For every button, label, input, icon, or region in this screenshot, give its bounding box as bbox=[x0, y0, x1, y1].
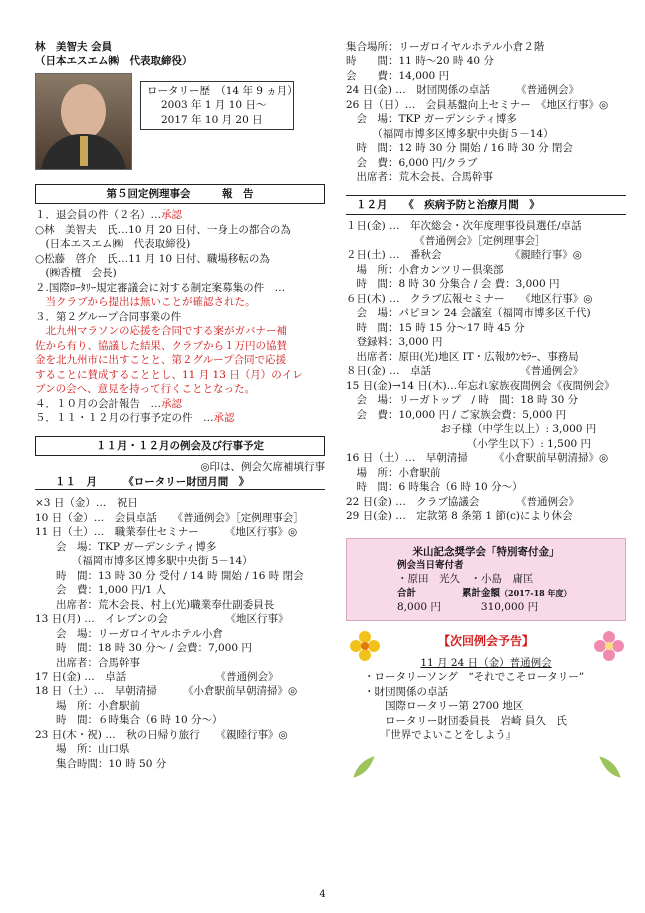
schedule-line bbox=[35, 208, 325, 222]
schedule-line: 会 場：リーガトップ / 時 間：18 時 30 分 bbox=[346, 394, 579, 407]
schedule-line: 時 間：12 時 30 分 開始 / 16 時 30 分 閉会 bbox=[346, 142, 573, 155]
line-highlight: 承認 bbox=[161, 397, 182, 410]
schedule-line: お子様（中学生以上）: 3,000 円 bbox=[346, 423, 597, 436]
line-highlight: することに賛成することとし、11 月 13 日（月）のイレ bbox=[35, 368, 303, 381]
schedule-line: 出席者：荒木会長、村上(光)職業奉仕副委員長 bbox=[35, 598, 275, 611]
schedule-line bbox=[35, 295, 325, 309]
schedule-line bbox=[35, 223, 325, 237]
line-text: ２.国際ﾛｰﾀﾘｰ規定審議会に対する制定案募集の件 … bbox=[35, 281, 286, 294]
schedule-line bbox=[35, 368, 325, 382]
rotary-history-to: 2017 年 10 月 20 日 bbox=[161, 113, 263, 126]
page-number: 4 bbox=[319, 889, 326, 900]
schedule-line: ８日(金) … 卓話 《普通例会》 bbox=[346, 365, 584, 378]
schedule-line: 24 日(金) … 財団関係の卓話 《普通例会》 bbox=[346, 84, 579, 97]
schedule-line: 10 日（金）… 会員卓話 《普通例会》［定例理事会］ bbox=[35, 511, 304, 524]
leaf-icon bbox=[596, 753, 624, 781]
schedule-line: 時 間：11 時～20 時 40 分 bbox=[346, 55, 494, 68]
schedule-line: ×3 日（金）… 祝日 bbox=[35, 497, 138, 510]
schedule-line bbox=[35, 281, 325, 295]
schedule-line bbox=[35, 397, 325, 411]
schedule-line: 時 間：15 時 15 分～17 時 45 分 bbox=[346, 321, 525, 334]
schedule-line: 会 費：1,000 円/1 人 bbox=[35, 584, 166, 597]
schedule-line bbox=[35, 411, 325, 425]
schedule-line: 時 間：8 時 30 分集合 / 会 費：3,000 円 bbox=[346, 278, 560, 291]
schedule-line: 22 日(金) … クラブ協議会 《普通例会》 bbox=[346, 495, 579, 508]
next-meeting-date: 11 月 24 日（金）普通例会 bbox=[420, 656, 552, 669]
line-highlight: 金を北九州市に出すことと、第２グループ合同で応援 bbox=[35, 354, 287, 367]
schedule-line bbox=[35, 252, 325, 266]
schedule-line: 16 日（土）… 早朝清掃 《小倉駅前早朝清掃》◎ bbox=[346, 452, 609, 465]
yoneyama-donors: ・原田 光久 ・小島 庸匡 bbox=[397, 573, 534, 586]
schedule-line: 集合場所：リーガロイヤルホテル小倉２階 bbox=[346, 41, 545, 53]
next-meeting-block bbox=[346, 633, 626, 742]
rotary-history-box bbox=[132, 73, 298, 170]
schedule-line: 出席者：合馬幹事 bbox=[35, 656, 140, 669]
flower-icon bbox=[592, 629, 626, 663]
yoneyama-cumulative: 310,000 円 bbox=[480, 600, 539, 613]
schedule-line: 会 場：リーガロイヤルホテル小倉 bbox=[35, 627, 223, 640]
schedule-line: 出席者：荒木会長、合馬幹事 bbox=[346, 171, 493, 184]
schedule-line: 時 間：6 時集合（6 時 10 分～） bbox=[346, 481, 523, 494]
line-text: ４．１０月の会計報告 … bbox=[35, 397, 161, 410]
schedule-line: （小学生以下）: 1,500 円 bbox=[346, 437, 592, 450]
schedule-line bbox=[35, 353, 325, 367]
yoneyama-title: 米山記念奨学会「特別寄付金」 bbox=[412, 545, 560, 558]
schedule-line: １日(金) … 年次総会・次年度理事役員選任/卓話 bbox=[346, 220, 582, 233]
schedule-line: 場 所：小倉駅前 bbox=[346, 466, 441, 479]
line-text: ３．第２グループ合同事業の件 bbox=[35, 310, 182, 323]
line-highlight: 承認 bbox=[161, 209, 182, 222]
schedule-line: ・財団関係の卓話 bbox=[364, 685, 448, 698]
schedule-line: （福岡市博多区博多駅中央街 5－14） bbox=[35, 555, 253, 568]
yoneyama-subtitle: 例会当日寄付者 bbox=[397, 559, 464, 571]
schedule-line: 集合時間：10 時 50 分 bbox=[35, 757, 167, 770]
flower-icon bbox=[348, 629, 382, 663]
schedule-line bbox=[35, 237, 325, 251]
schedule-line bbox=[35, 266, 325, 280]
line-text: ５．１１・１２月の行事予定の件 … bbox=[35, 412, 214, 425]
schedule-line: 登録料：3,000 円 bbox=[346, 336, 443, 349]
schedule-line: 出席者：原田(光)地区 IT・広報ｶｳﾝｾﾗｰ、事務局 bbox=[346, 350, 579, 363]
yoneyama-label-row bbox=[357, 587, 615, 600]
schedule-line: 15 日(金)→14 日(木)…年忘れ家族夜間例会《夜間例会》 bbox=[346, 379, 615, 392]
schedule-line: 場 所：小倉カンツリー倶楽部 bbox=[346, 263, 504, 276]
schedule-line: ２日(土) … 番秋会 《親睦行事》◎ bbox=[346, 249, 582, 262]
yoneyama-cumulative-label: 累計金額 bbox=[462, 587, 501, 599]
december-heading: １２月 《 疾病予防と治療月間 》 bbox=[346, 195, 626, 215]
schedule-line bbox=[35, 339, 325, 353]
schedule-line bbox=[35, 310, 325, 324]
december-schedule bbox=[346, 219, 626, 523]
schedule-line: ６日(木) … クラブ広報セミナー 《地区行事》◎ bbox=[346, 292, 593, 305]
schedule-line bbox=[35, 324, 325, 338]
line-highlight: ブンの会へ、意見を持って行くこととなった。 bbox=[35, 383, 256, 396]
rotary-history-from: 2003 年 1 月 10 日～ bbox=[161, 99, 267, 112]
schedule-line: 時 間：13 時 30 分 受付 / 14 時 開始 / 16 時 閉会 bbox=[35, 569, 304, 582]
board-report-heading: 第５回定例理事会 報 告 bbox=[35, 184, 325, 204]
schedule-line: 『世界でよいことをしよう』 bbox=[364, 729, 517, 742]
schedule-line: 国際ロータリー第 2700 地区 bbox=[364, 700, 524, 713]
schedule-line: 会 場：TKP ガーデンシティ博多 bbox=[35, 540, 217, 553]
schedule-line: 13 日(月) … イレブンの会 《地区行事》 bbox=[35, 613, 289, 626]
november-heading: １１ 月 《ロータリー財団月間 》 bbox=[35, 475, 325, 490]
yoneyama-total-label: 合計 bbox=[397, 587, 417, 599]
line-text: ○松藤 啓介 氏…11 月 10 日付、職場移転の為 bbox=[35, 252, 270, 265]
november-schedule-continued bbox=[346, 40, 626, 185]
line-text: (日本エスエム㈱ 代表取締役) bbox=[35, 238, 191, 251]
line-text: ○林 美智夫 氏…10 月 20 日付、一身上の都合の為 bbox=[35, 223, 291, 236]
yoneyama-value-row bbox=[357, 600, 615, 614]
schedule-line: 会 場：パピヨン 24 会議室（福岡市博多区千代) bbox=[346, 307, 591, 320]
schedule-line: 会 費：10,000 円 / ご家族会費：5,000 円 bbox=[346, 408, 567, 421]
yoneyama-total: 8,000 円 bbox=[397, 600, 441, 613]
line-highlight: 当クラブから提出は無いことが確認された。 bbox=[35, 296, 256, 309]
schedule-line: 時 間：６時集合（6 時 10 分～） bbox=[35, 714, 223, 727]
schedule-line: 場 所：小倉駅前 bbox=[35, 699, 140, 712]
schedule-line: 会 費：14,000 円 bbox=[346, 69, 450, 82]
line-highlight: 佐から有り、協議した結果、クラブから１万円の協賛 bbox=[35, 339, 287, 352]
left-column bbox=[35, 40, 325, 771]
next-meeting-program bbox=[346, 670, 626, 742]
leaf-icon bbox=[350, 753, 378, 781]
next-meeting-title: 【次回例会予告】 bbox=[437, 634, 534, 649]
line-highlight: 承認 bbox=[213, 412, 235, 425]
rotary-history-title: ロータリー歴 （14 年 9 ヵ月） bbox=[147, 84, 298, 97]
schedule-line: 場 所：山口県 bbox=[35, 743, 130, 756]
schedule-line: 《普通例会》［定例理事会］ bbox=[346, 234, 546, 247]
yoneyama-box bbox=[346, 538, 626, 622]
schedule-line bbox=[35, 382, 325, 396]
member-company: （日本エスエム㈱ 代表取締役） bbox=[35, 55, 193, 68]
schedule-line: 時 間：18 時 30 分～ / 会費：7,000 円 bbox=[35, 642, 252, 655]
schedule-line: 23 日(木・祝) … 秋の日帰り旅行 《親睦行事》◎ bbox=[35, 728, 288, 741]
member-photo bbox=[35, 73, 132, 170]
schedule-line: 会 費：6,000 円/クラブ bbox=[346, 156, 478, 169]
schedule-line: 17 日(金) … 卓話 《普通例会》 bbox=[35, 670, 279, 683]
schedule-line: 会 場：TKP ガーデンシティ博多 bbox=[346, 113, 517, 126]
schedule-line: （福岡市博多区博多駅中央街５－14） bbox=[346, 127, 554, 140]
november-schedule bbox=[35, 496, 325, 771]
schedule-line: 26 日（日）… 会員基盤向上セミナー 《地区行事》◎ bbox=[346, 98, 609, 111]
schedule-line: 11 日（土）… 職業奉仕セミナー 《地区行事》◎ bbox=[35, 526, 298, 539]
member-name: 林 美智夫 会員 bbox=[35, 41, 113, 53]
schedule-line: ロータリー財団委員長 岩崎 員久 氏 bbox=[364, 714, 567, 727]
schedule-line: ・ロータリーソング “それでこそロータリー” bbox=[364, 671, 585, 684]
schedule-line: 18 日（土）… 早朝清掃 《小倉駅前早朝清掃》◎ bbox=[35, 685, 298, 698]
schedule-heading: １１月・１２月の例会及び行事予定 bbox=[35, 436, 325, 456]
profile-block bbox=[35, 73, 325, 170]
line-text: (㈱香檀 会長) bbox=[35, 267, 117, 280]
schedule-note: ◎印は、例会欠席補填行事 bbox=[200, 461, 325, 474]
line-text: １．退会員の件（２名）… bbox=[35, 209, 161, 222]
yoneyama-cumulative-note: （2017-18 年度） bbox=[500, 587, 572, 598]
line-highlight: 北九州マラソンの応援を合同でする案がガバナー補 bbox=[35, 325, 287, 338]
right-column bbox=[346, 40, 626, 743]
board-report-body bbox=[35, 208, 325, 425]
schedule-line: 29 日(金) … 定款第 8 条第 1 節(c)により休会 bbox=[346, 510, 573, 523]
